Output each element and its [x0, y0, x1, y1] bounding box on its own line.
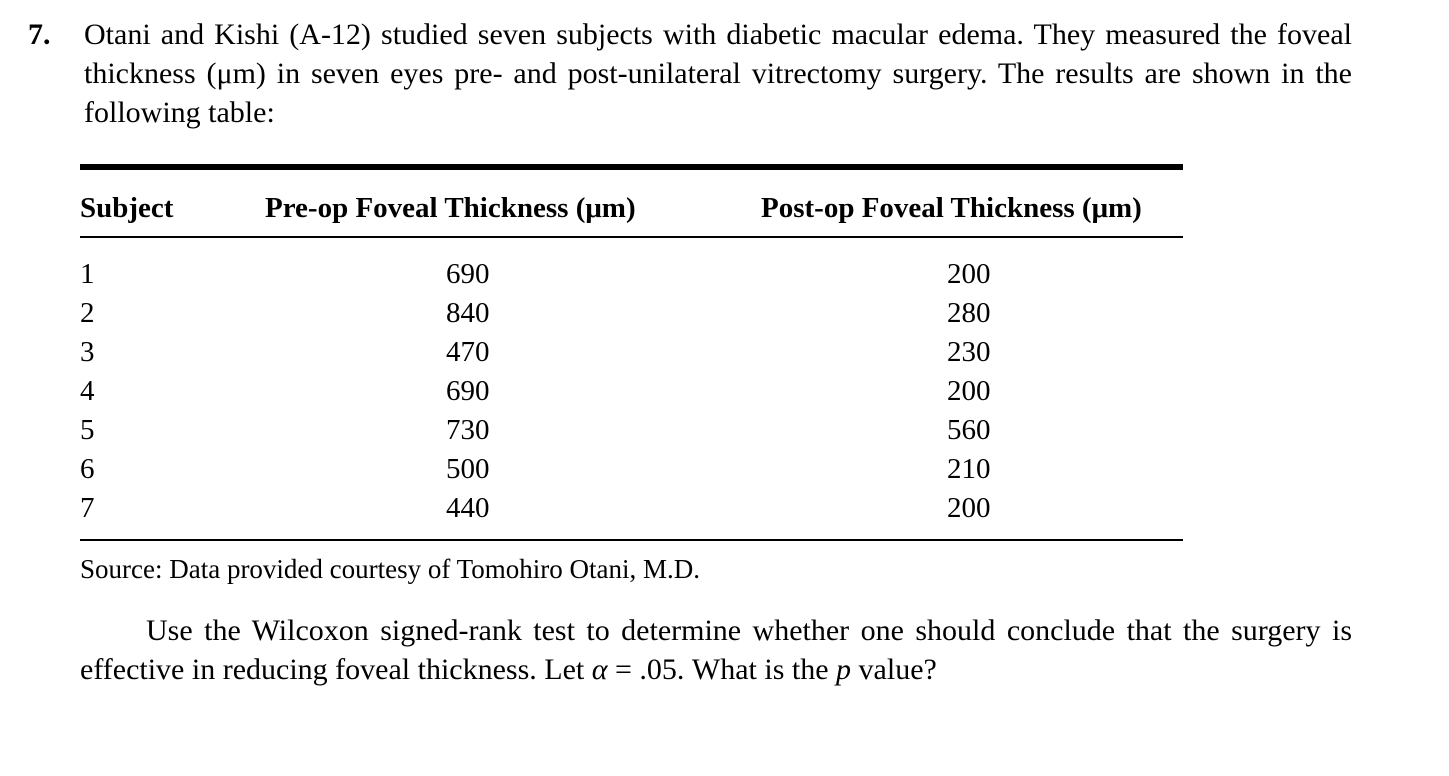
p-symbol: p [836, 653, 852, 686]
table-source-note: Source: Data provided courtesy of Tomohiro Otani, M.D. [80, 554, 700, 584]
question-text-1: Use the Wilcoxon signed-rank test to determine whether one should conclude that the surgery is effective in reducing foveal thickness. Let [80, 614, 1352, 686]
cell-post-op: 200 [947, 375, 991, 407]
table-row [80, 489, 1183, 528]
table-bottom-rule [80, 539, 1183, 541]
cell-post-op: 230 [947, 336, 991, 368]
header-post-op: Post-op Foveal Thickness (μm) [761, 192, 1142, 224]
table-row [80, 372, 1183, 411]
table-row [80, 450, 1183, 489]
cell-pre-op: 470 [446, 336, 490, 368]
question-text-3: value? [851, 653, 937, 686]
cell-pre-op: 730 [446, 414, 490, 446]
table-row [80, 411, 1183, 450]
cell-pre-op: 690 [446, 258, 490, 290]
problem-number: 7. [28, 18, 51, 51]
cell-post-op: 560 [947, 414, 991, 446]
problem-statement: Otani and Kishi (A-12) studied seven subjects with diabetic macular edema. They measured the foveal thickness (μm) in seven eyes pre- and post-unilateral vitrectomy surgery. The results are shown in the following table: [84, 18, 1352, 129]
cell-pre-op: 440 [446, 492, 490, 524]
table-body [80, 238, 1183, 539]
data-table [80, 164, 1183, 586]
header-subject: Subject [80, 192, 174, 224]
table-row [80, 255, 1183, 294]
cell-pre-op: 840 [446, 297, 490, 329]
cell-pre-op: 690 [446, 375, 490, 407]
cell-pre-op: 500 [446, 453, 490, 485]
table-row [80, 333, 1183, 372]
cell-post-op: 210 [947, 453, 991, 485]
cell-subject: 4 [80, 375, 95, 407]
cell-post-op: 200 [947, 492, 991, 524]
table-header-row [80, 170, 1183, 236]
question-text-2: = .05. What is the [607, 653, 837, 686]
cell-post-op: 200 [947, 258, 991, 290]
cell-subject: 5 [80, 414, 95, 446]
cell-subject: 1 [80, 258, 95, 290]
alpha-symbol: α [591, 653, 608, 686]
table-row [80, 294, 1183, 333]
cell-subject: 2 [80, 297, 95, 329]
cell-subject: 6 [80, 453, 95, 485]
question-paragraph [80, 611, 1352, 689]
cell-subject: 7 [80, 492, 95, 524]
cell-post-op: 280 [947, 297, 991, 329]
cell-subject: 3 [80, 336, 95, 368]
header-pre-op: Pre-op Foveal Thickness (μm) [265, 192, 636, 224]
